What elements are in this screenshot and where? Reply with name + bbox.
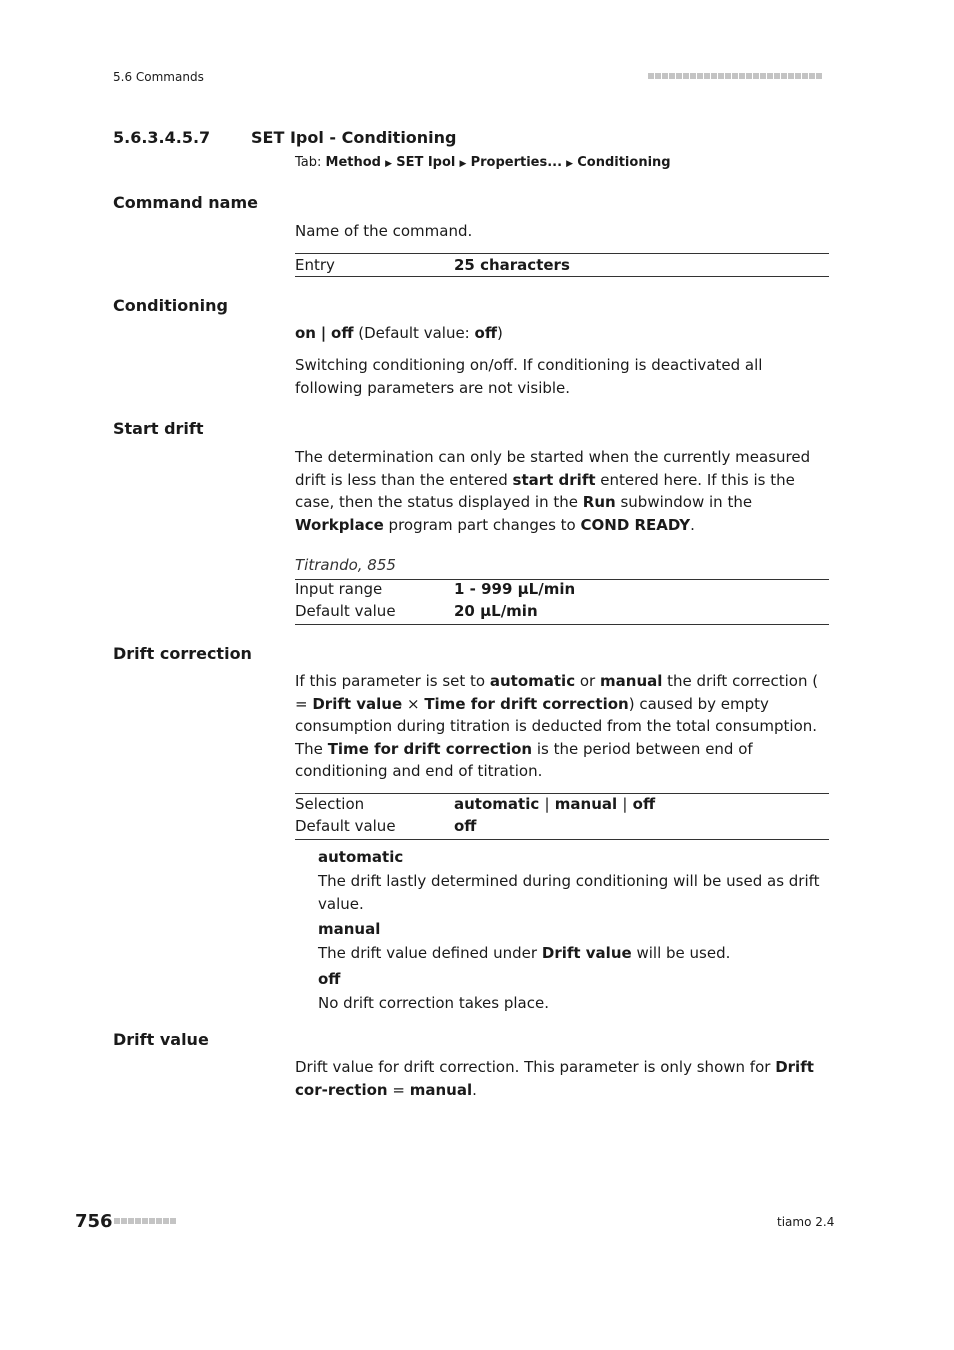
- table-row: [295, 254, 829, 276]
- start-drift-caption: Titrando, 855: [295, 556, 396, 574]
- drift-correction-table: [295, 793, 829, 837]
- option-title: manual: [318, 920, 381, 938]
- breadcrumb-item: SET Ipol: [396, 155, 456, 170]
- table-value: 25 characters: [454, 256, 570, 274]
- section-number: 5.6.3.4.5.7: [113, 128, 211, 147]
- drift-correction-heading: Drift correction: [113, 644, 252, 663]
- command-name-heading: Command name: [113, 193, 258, 212]
- product-name: tiamo 2.4: [777, 1215, 835, 1229]
- breadcrumb-item: Properties...: [470, 155, 563, 170]
- breadcrumb-separator-icon: ▶: [385, 159, 393, 169]
- default-suffix: ): [496, 324, 503, 342]
- table-key: Entry: [295, 256, 335, 274]
- option-description: The drift lastly determined during conditioning will be used as drift value.: [318, 872, 820, 913]
- table-value: 20 µL/min: [454, 602, 538, 620]
- option-description: No drift correction takes place.: [318, 994, 549, 1012]
- value-off: off: [331, 324, 354, 342]
- breadcrumb-item: Conditioning: [577, 155, 671, 170]
- start-drift-table: [295, 578, 829, 622]
- value-separator: |: [320, 324, 327, 342]
- command-name-table: [295, 254, 829, 276]
- running-header-section: 5.6 Commands: [113, 70, 204, 84]
- start-drift-description: The determination can only be started when the currently measured drift is less than the entered start drift entered here. If this is the case, then the status displayed in the Run subwindow in the Workplace program part changes to COND READY.: [295, 448, 811, 534]
- table-value: automatic | manual | off: [454, 795, 656, 813]
- header-decoration: [648, 73, 822, 79]
- option-title: off: [318, 970, 341, 988]
- breadcrumb-item: Method: [325, 155, 381, 170]
- table-row: [295, 793, 829, 815]
- option-description: The drift value defined under Drift value will be used.: [318, 944, 731, 962]
- drift-correction-description: If this parameter is set to automatic or manual the drift correction ( = Drift value × Time for drift correction) caused by empty consumption during titration is deducted from the total consumption. The Time for drift correction is the period between end of conditioning and end of titration.: [295, 672, 819, 780]
- default-value: off: [474, 324, 497, 342]
- breadcrumb-separator-icon: ▶: [459, 159, 467, 169]
- conditioning-heading: Conditioning: [113, 296, 228, 315]
- breadcrumb: [295, 155, 671, 170]
- conditioning-values: [295, 322, 829, 345]
- command-name-description: Name of the command.: [295, 222, 473, 240]
- table-key: Selection: [295, 795, 365, 813]
- conditioning-description: Switching conditioning on/off. If conditioning is deactivated all following parameters are not visible.: [295, 356, 763, 397]
- table-rule: [295, 839, 829, 840]
- option-title: automatic: [318, 848, 404, 866]
- value-on: on: [295, 324, 316, 342]
- default-prefix: (Default value:: [358, 324, 470, 342]
- table-row: [295, 578, 829, 600]
- drift-value-description: Drift value for drift correction. This parameter is only shown for Drift cor-rection = manual.: [295, 1058, 814, 1099]
- footer-decoration: [114, 1218, 176, 1224]
- start-drift-heading: Start drift: [113, 419, 204, 438]
- table-key: Input range: [295, 580, 383, 598]
- table-key: Default value: [295, 817, 396, 835]
- table-row: [295, 600, 829, 622]
- drift-value-heading: Drift value: [113, 1030, 209, 1049]
- table-value: 1 - 999 µL/min: [454, 580, 576, 598]
- section-title: SET Ipol - Conditioning: [251, 128, 457, 147]
- table-rule: [295, 624, 829, 625]
- breadcrumb-prefix: Tab:: [295, 155, 322, 170]
- table-row: [295, 815, 829, 837]
- table-value: off: [454, 817, 477, 835]
- breadcrumb-separator-icon: ▶: [566, 159, 574, 169]
- table-key: Default value: [295, 602, 396, 620]
- table-rule: [295, 276, 829, 277]
- page-number: 756: [75, 1211, 113, 1232]
